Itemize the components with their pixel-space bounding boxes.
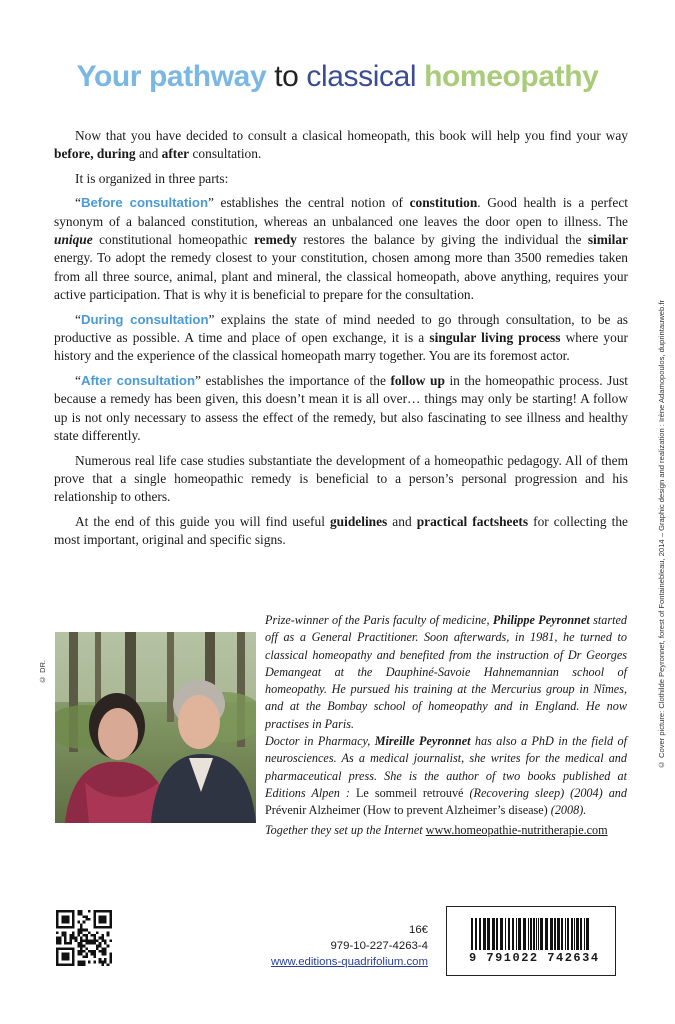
title-part-1: Your pathway — [76, 60, 267, 93]
cases-paragraph: Numerous real life case studies substantiate the development of a homeopathic pedagogy. All of them prove that a single homeopathic remedy is beneficial to a person’s personal progression and his relationship to others. — [54, 452, 628, 505]
text-run: ” establishes the importance of the — [195, 372, 391, 388]
text-run: has also a PhD in the field of neurosciences. As a medical journalist, she writes for the medical and pharmaceutical press. She is the author of two books published at Editions Alpen : — [265, 734, 627, 800]
intro-paragraph — [54, 127, 628, 164]
bold-term: follow up — [390, 372, 445, 388]
part-label-after: After consultation — [80, 372, 195, 388]
isbn: 979-10-227-4263-4 — [330, 940, 428, 952]
text-run: and — [602, 785, 627, 800]
main-text — [54, 127, 628, 556]
quote-mark: “ — [75, 372, 81, 388]
text-run: in the homeopathic process. Just because a remedy has been given, this doesn’t mean it is all over… things may only be starting! A follow up is not only necessary to assess the effect of the remedy, but also fascinating to see illness and healthy state differently. — [54, 372, 628, 444]
bold-term: constitution — [409, 195, 478, 211]
text-run: Prize-winner of the Paris faculty of medicine, — [265, 613, 493, 627]
book-title-translation: (How to prevent Alzheimer’s disease) — [360, 803, 548, 818]
text-run: restores the balance by giving the individual the — [296, 232, 588, 248]
text-run: constitutional homeopathic — [92, 232, 254, 248]
during-paragraph — [54, 311, 628, 366]
bold-term: remedy — [253, 232, 297, 248]
text-run: where your history and the experience of the classical homeopath marry together. You are its foremost actor. — [54, 330, 628, 364]
author-name: Philippe Peyronnet — [492, 613, 590, 627]
website-link[interactable]: www.homeopathie-nutritherapie.com — [425, 822, 608, 837]
author-name: Mireille Peyronnet — [374, 734, 471, 749]
bold-italic-term: unique — [54, 232, 93, 248]
barcode-bars — [471, 918, 591, 950]
text-run: and — [135, 146, 162, 162]
barcode-number: 9 791022 742634 — [469, 951, 600, 965]
cover-credit: © Cover picture: Clothilde Peyronnet, forest of Fontainebleau, 2014 – Graphic design and realization : Irène Adamopoulos, duprintauweb.fr — [657, 300, 666, 770]
barcode — [446, 906, 616, 976]
photo-credit: © DR. — [38, 660, 47, 684]
text-run: . Good health is a perfect synonym of a balanced constitution, whereas an unbalanced one leaves the door open to illness. The — [54, 195, 628, 229]
page-title — [0, 60, 675, 94]
after-paragraph — [54, 372, 628, 446]
publisher-link[interactable]: www.editions-quadrifolium.com — [271, 956, 428, 968]
qr-code — [56, 910, 112, 966]
bold-term: practical factsheets — [416, 513, 529, 529]
text-run: (Recovering sleep) (2004) — [463, 785, 603, 800]
bold-term: similar — [587, 232, 628, 248]
text-run: (2008). — [547, 803, 587, 818]
bold-term: singular living process — [429, 330, 561, 346]
text-run: and — [387, 513, 417, 529]
text-run: for collecting the most important, original and specific signs. — [54, 513, 628, 548]
quote-mark: “ — [75, 311, 81, 327]
book-title: Prévenir Alzheimer — [265, 803, 361, 818]
title-part-3: classical — [306, 60, 417, 93]
before-paragraph — [54, 194, 628, 304]
text-run: At the end of this guide you will find useful — [75, 513, 330, 529]
bold-term: guidelines — [329, 513, 388, 529]
bold-term: after — [161, 146, 190, 162]
text-run: ” explains the state of mind needed to go through consultation, to be as productive as possible. A time and place of open exchange, it is a — [54, 311, 628, 346]
text-run: Together they set up the Internet — [265, 822, 426, 837]
text-run: consultation. — [189, 146, 262, 162]
book-title: Le sommeil retrouvé — [355, 785, 464, 800]
part-label-before: Before consultation — [80, 195, 209, 211]
qr-code-graphic — [56, 910, 112, 966]
part-label-during: During consultation — [80, 311, 209, 327]
bold-term: before, during — [54, 146, 136, 162]
price-block — [200, 922, 428, 970]
text-run: ” establishes the central notion of — [208, 195, 410, 211]
authors-biography — [55, 612, 627, 839]
text-run: energy. To adopt the remedy closest to your constitution, chosen among more than 3500 remedies taken from all three source, animal, plant and mineral, the classical homeopath, above anything, requires your active participation. That is why it is beneficial to prepare for the consultation. — [54, 250, 628, 303]
text-run: started off as a General Practitioner. Soon afterwards, in 1981, he turned to classical homeopathy and benefited from the instruction of Dr Georges Demangeat at the Dauphiné-Savoie Hahnemannian school of homeopathy. He pursued his training at the Mercurius group in Nîmes, and at the Bombay school of homeopathy and in England. He now practises in Paris. — [265, 613, 628, 731]
price: 16€ — [408, 924, 428, 936]
title-part-2: to — [274, 60, 299, 93]
text-run: Doctor in Pharmacy, — [265, 734, 375, 749]
end-paragraph — [54, 513, 628, 550]
text-run: Now that you have decided to consult a clasical homeopath, this book will help you find your way — [75, 128, 628, 143]
quote-mark: “ — [75, 195, 81, 211]
title-part-4: homeopathy — [424, 60, 599, 93]
organized-paragraph: It is organized in three parts: — [75, 170, 229, 186]
